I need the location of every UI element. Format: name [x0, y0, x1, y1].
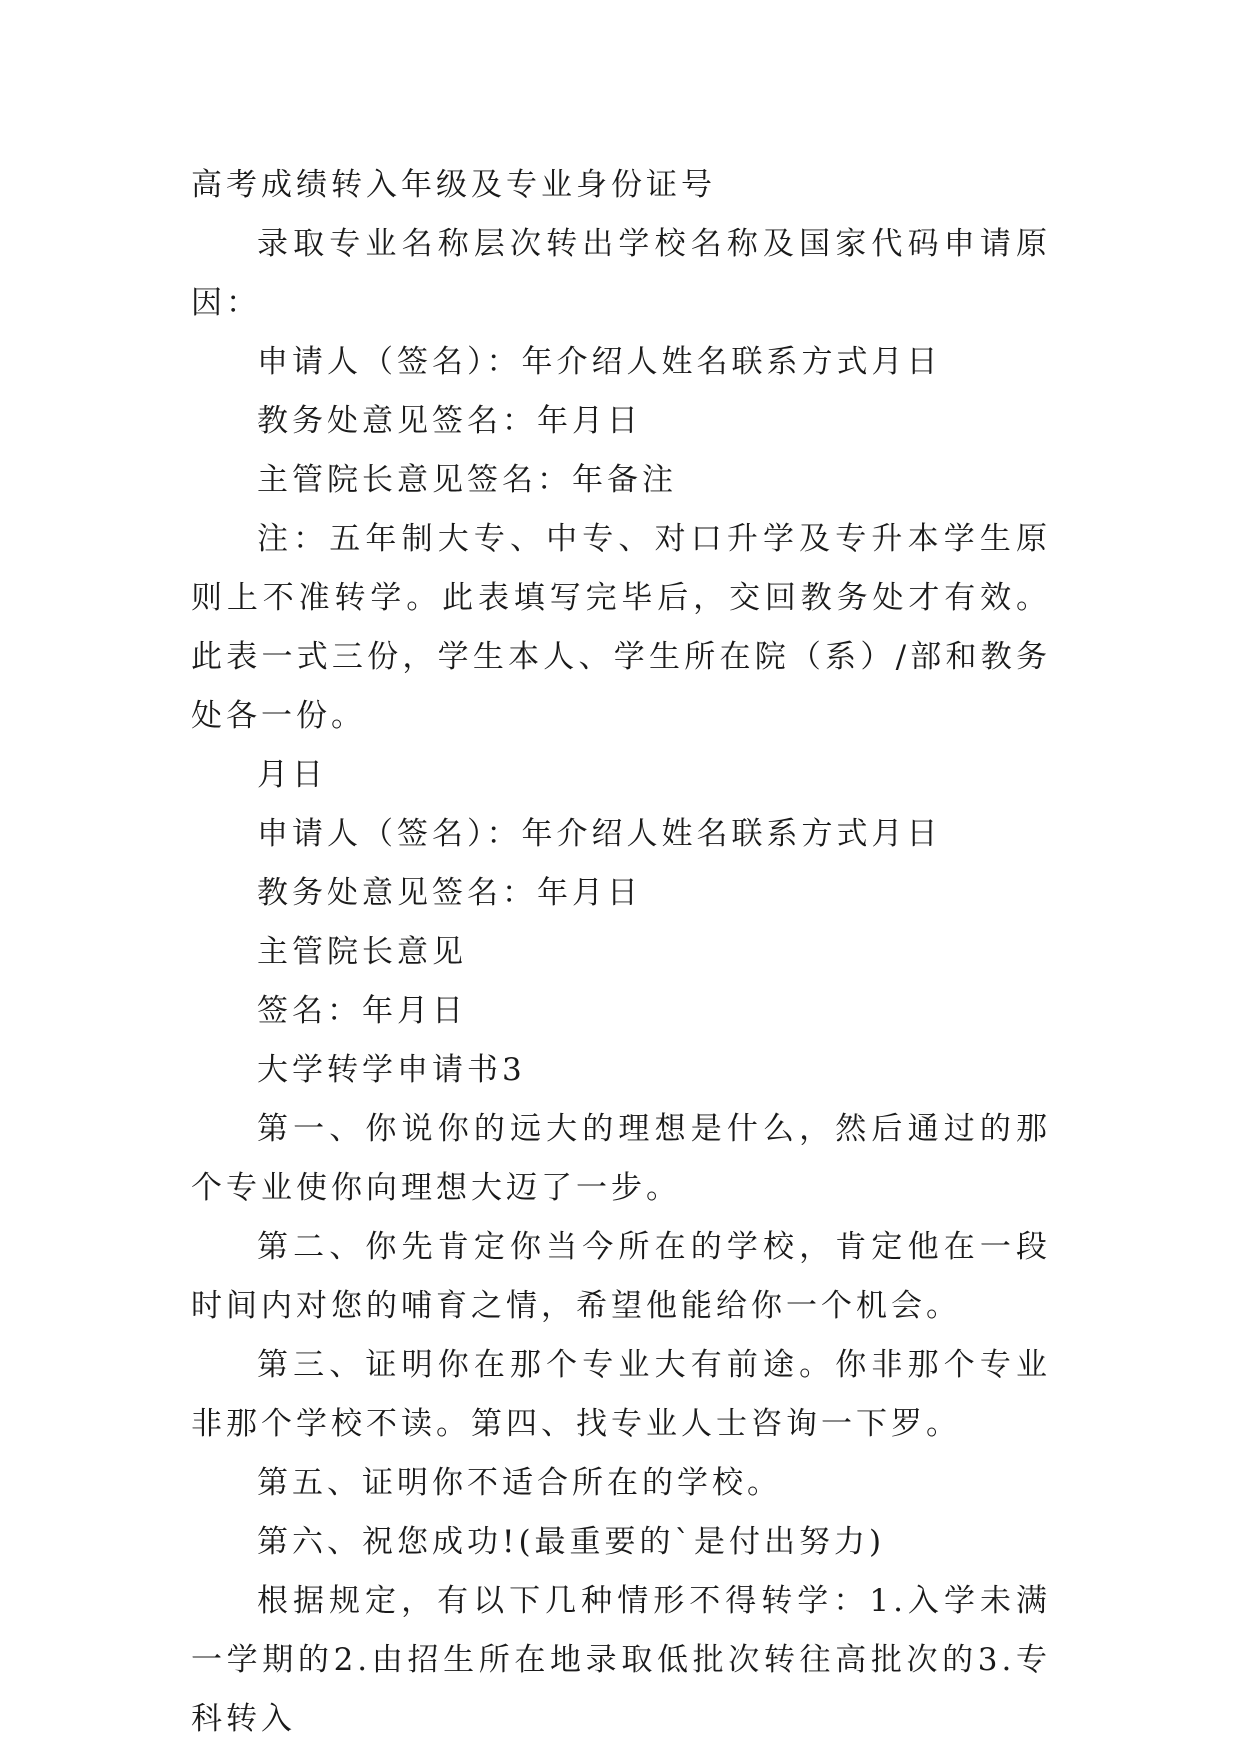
paragraph-4: 教务处意见签名：年月日 — [257, 403, 642, 439]
paragraph-11: 签名：年月日 — [257, 993, 467, 1029]
paragraph-5: 主管院长意见签名：年备注 — [257, 462, 677, 498]
paragraph-14: 第二、你先肯定你当今所在的学校，肯定他在一段时间内对您的哺育之情，希望他能给你一个机会。 — [191, 1229, 1051, 1324]
paragraph-10: 主管院长意见 — [257, 934, 467, 970]
paragraph-3: 申请人（签名）：年介绍人姓名联系方式月日 — [257, 344, 942, 380]
paragraph-9: 教务处意见签名：年月日 — [257, 875, 642, 911]
paragraph-6: 注：五年制大专、中专、对口升学及专升本学生原则上不准转学。此表填写完毕后，交回教务处才有效。此表一式三份，学生本人、学生所在院（系）/部和教务处各一份。 — [191, 521, 1051, 734]
paragraph-2: 录取专业名称层次转出学校名称及国家代码申请原因： — [191, 226, 1051, 321]
document-body — [191, 156, 1051, 1749]
paragraph-8: 申请人（签名）：年介绍人姓名联系方式月日 — [257, 816, 942, 852]
paragraph-16: 第五、证明你不适合所在的学校。 — [257, 1465, 782, 1501]
paragraph-1: 高考成绩转入年级及专业身份证号 — [191, 167, 716, 203]
section-heading: 大学转学申请书3 — [257, 1052, 526, 1088]
paragraph-7: 月日 — [257, 757, 327, 793]
paragraph-17: 第六、祝您成功!(最重要的`是付出努力) — [257, 1524, 886, 1560]
paragraph-15: 第三、证明你在那个专业大有前途。你非那个专业非那个学校不读。第四、找专业人士咨询一下罗。 — [191, 1347, 1051, 1442]
paragraph-18: 根据规定，有以下几种情形不得转学：1.入学未满一学期的2.由招生所在地录取低批次转往高批次的3.专科转入 — [191, 1583, 1051, 1737]
paragraph-13: 第一、你说你的远大的理想是什么，然后通过的那个专业使你向理想大迈了一步。 — [191, 1111, 1051, 1206]
